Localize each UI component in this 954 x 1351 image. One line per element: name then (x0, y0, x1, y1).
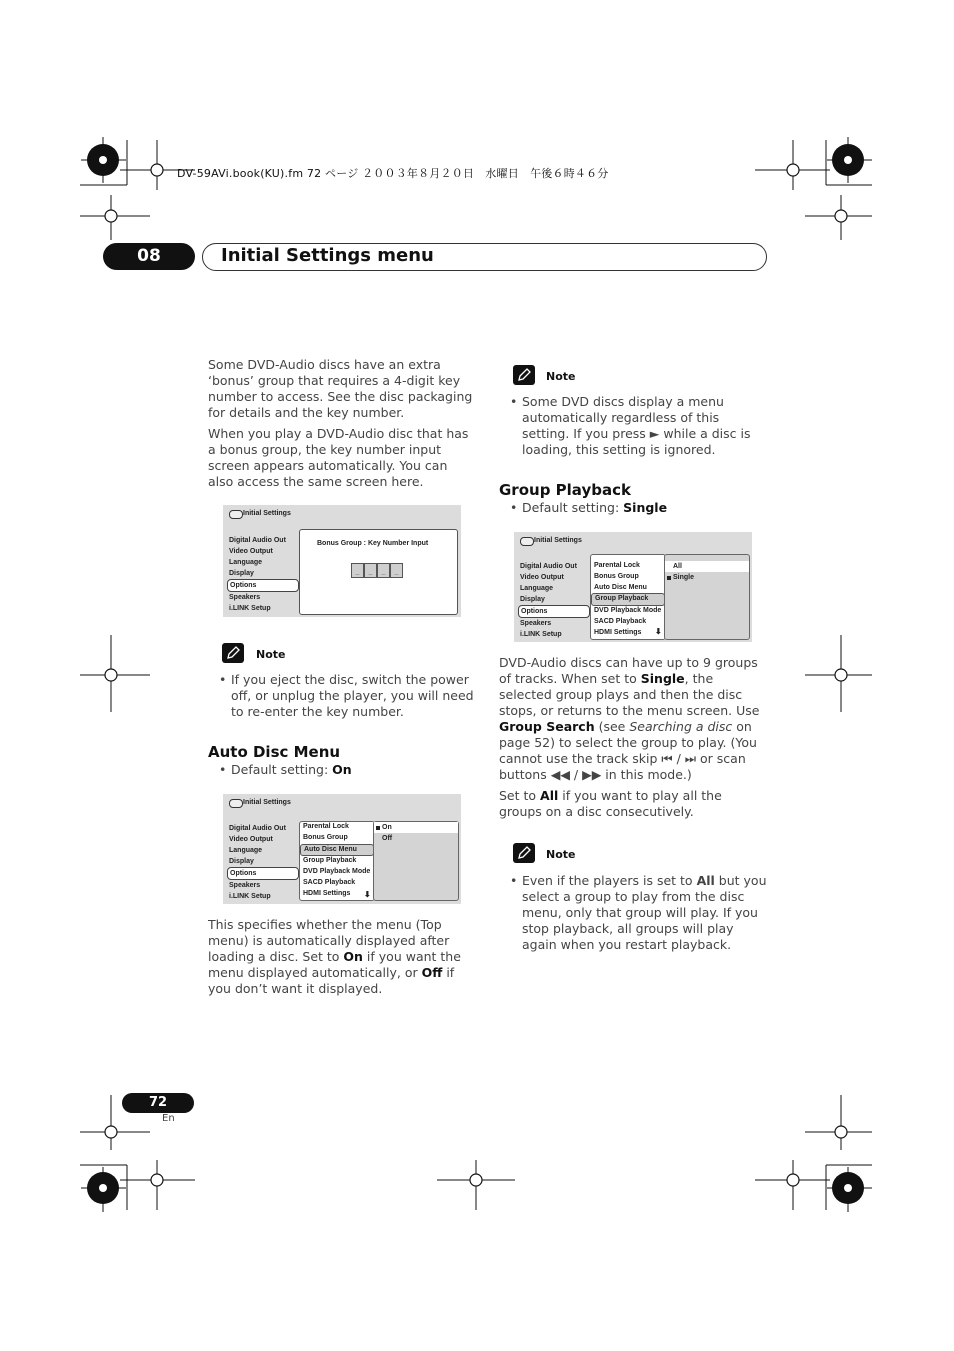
option-values (664, 554, 750, 640)
auto-p-on: On (343, 949, 363, 964)
menu-item: Video Output (229, 836, 273, 843)
page-language: En (162, 1113, 175, 1124)
submenu-item: Bonus Group (594, 572, 639, 580)
submenu-item: DVD Playback Mode (303, 868, 371, 876)
menu-item: i.LINK Setup (520, 631, 562, 638)
intro-paragraph-1: Some DVD-Audio discs have an extra ‘bonus’ group that requires a 4-digit key number to access. See the disc packaging for details and the key number. (208, 357, 473, 420)
note-label: Note (256, 648, 286, 661)
note-label: Note (546, 370, 576, 383)
menu-item: Speakers (229, 594, 261, 601)
group-p-group-search: Group Search (499, 719, 595, 734)
selected-marker-icon (376, 826, 380, 830)
note-pencil-icon (222, 643, 244, 663)
group-p2-all: All (540, 788, 559, 803)
menu-item: Video Output (520, 574, 564, 581)
menu-item-selected: Options (227, 579, 299, 592)
note-text: Even if the players is set to (522, 873, 697, 888)
menu-item: Digital Audio Out (229, 825, 286, 832)
note-all: All (696, 873, 715, 888)
group-p-text: on page 52) to select the group to play. (You cannot use the track skip ⏮ / ⏭ or scan buttons ◀◀ / ▶▶ in this mode.) (499, 719, 757, 782)
screen-title: Initial Settings (243, 799, 291, 806)
group-playback-screen (514, 532, 752, 642)
group-p-crossref: Searching a disc (629, 719, 733, 734)
scroll-down-arrow-icon: ⬇ (364, 890, 371, 899)
submenu-item: SACD Playback (594, 617, 647, 625)
key-number-screen (223, 505, 461, 617)
note-label: Note (546, 848, 576, 861)
note-text: If you eject the disc, switch the power off, or unplug the player, you will need to re-enter the key number. (231, 672, 474, 719)
menu-item: Speakers (520, 620, 552, 627)
submenu-item: Auto Disc Menu (594, 583, 647, 591)
disc-icon (229, 510, 243, 519)
submenu-item: HDMI Settings (594, 628, 642, 636)
auto-disc-menu-paragraph (208, 917, 478, 997)
settings-menu (520, 561, 590, 640)
menu-item: Display (229, 570, 254, 577)
default-prefix: Default setting: (522, 500, 624, 515)
page-number: 72 (122, 1093, 194, 1113)
option-label: Single (673, 574, 695, 581)
auto-p-text: if you want the menu displayed automatically, or (208, 949, 461, 980)
note-pencil-icon (513, 365, 535, 385)
key-slot: _ (377, 563, 390, 578)
default-value: Single (623, 500, 668, 515)
group-p2-text: if you want to play all the groups on a disc consecutively. (499, 788, 722, 819)
note-bullet: • Even if the players is set to All but you select a group to play from the disc menu, only that group will play. If you stop playback, all groups will play again when you restart playback. (510, 873, 767, 952)
group-p2-text: Set to (499, 788, 541, 803)
menu-item: i.LINK Setup (229, 893, 271, 900)
note-bullet: • Some DVD discs display a menu automatically regardless of this setting. If you press ► while a disc is loading, this setting is ignored. (510, 394, 751, 457)
chapter-number: 08 (103, 243, 195, 270)
menu-item: Language (229, 559, 263, 566)
default-value: On (332, 762, 352, 777)
menu-item: Video Output (229, 548, 273, 555)
key-slot: _ (390, 563, 403, 578)
screen-title: Initial Settings (534, 537, 582, 544)
menu-item: Speakers (229, 882, 261, 889)
option-label: On (382, 824, 392, 831)
submenu-item-selected: Auto Disc Menu (300, 844, 374, 857)
menu-item-selected: Options (227, 867, 299, 880)
submenu-item: Parental Lock (303, 823, 349, 830)
menu-item: Language (520, 585, 554, 592)
auto-p-off: Off (421, 965, 443, 980)
menu-item: Display (520, 596, 545, 603)
chapter-title-box (202, 243, 767, 271)
default-prefix: Default setting: (231, 762, 333, 777)
note-text: but you select a group to play from the disc menu, only that group will play. If you stop playback, all groups will play again when you restart playback. (522, 873, 767, 952)
group-p-text: , the selected group plays and then the disc stops, or returns to the menu screen. Use (499, 671, 760, 718)
intro-paragraph-2: When you play a DVD-Audio disc that has a bonus group, the key number input screen appears automatically. You can also access the same screen here. (208, 426, 469, 489)
settings-menu (229, 535, 299, 614)
group-p-single: Single (640, 671, 685, 686)
panel-label: Bonus Group : Key Number Input (317, 540, 429, 547)
menu-item: Digital Audio Out (229, 537, 286, 544)
submenu-item: Bonus Group (303, 833, 348, 841)
selected-marker-icon (667, 576, 671, 580)
auto-default-setting: • Default setting: On (219, 762, 352, 777)
scroll-down-arrow-icon: ⬇ (655, 627, 662, 636)
note-bullet: • If you eject the disc, switch the power off, or unplug the player, you will need to re-enter the key number. (219, 672, 474, 719)
group-p-text: (see (594, 719, 630, 734)
menu-item: i.LINK Setup (229, 605, 271, 612)
auto-disc-menu-screen (223, 794, 461, 904)
option-value: Off (382, 835, 393, 842)
note-pencil-icon (513, 843, 535, 863)
submenu-item: Parental Lock (594, 562, 640, 569)
note-text: Some DVD discs display a menu automatically regardless of this setting. If you press ► while a disc is loading, this setting is ignored. (522, 394, 751, 457)
group-p-text: DVD-Audio discs can have up to 9 groups of tracks. When set to (499, 655, 758, 686)
menu-item: Language (229, 847, 263, 854)
group-playback-paragraph-2 (499, 788, 767, 820)
auto-p-text: if you don’t want it displayed. (208, 965, 455, 996)
key-input-panel (299, 529, 458, 615)
auto-disc-menu-heading: Auto Disc Menu (208, 743, 341, 761)
option-value-selected (374, 822, 458, 833)
submenu-item: HDMI Settings (303, 889, 351, 897)
submenu-item: Group Playback (303, 857, 357, 865)
menu-item: Display (229, 858, 254, 865)
option-value-selected: All (665, 561, 749, 572)
submenu-item-selected: Group Playback (591, 593, 665, 606)
submenu-item: DVD Playback Mode (594, 607, 662, 615)
key-slot: _ (364, 563, 377, 578)
menu-item: Digital Audio Out (520, 563, 577, 570)
options-submenu (299, 821, 375, 901)
disc-icon (520, 537, 534, 546)
chapter-title: Initial Settings menu (221, 245, 434, 266)
submenu-item: SACD Playback (303, 878, 356, 886)
key-slot: _ (351, 563, 364, 578)
disc-icon (229, 799, 243, 808)
settings-menu (229, 823, 299, 902)
option-value (665, 572, 749, 583)
group-playback-heading: Group Playback (499, 481, 631, 499)
auto-p-text: This specifies whether the menu (Top menu) is automatically displayed after loading a disc. Set to (208, 917, 450, 964)
screen-title: Initial Settings (243, 510, 291, 517)
option-values (373, 821, 459, 901)
file-header-line: DV-59AVi.book(KU).fm 72 ページ ２００３年８月２０日 水曜日 午後６時４６分 (177, 167, 609, 180)
menu-item-selected: Options (518, 605, 590, 618)
group-default-setting: • Default setting: Single (510, 500, 668, 515)
group-playback-paragraph-1 (499, 655, 767, 783)
